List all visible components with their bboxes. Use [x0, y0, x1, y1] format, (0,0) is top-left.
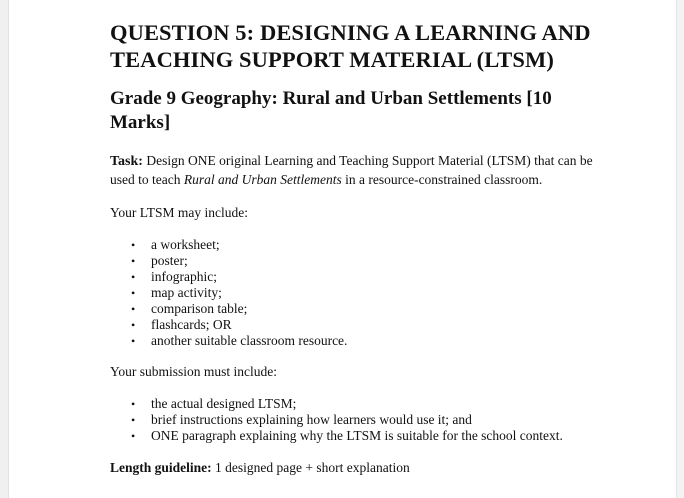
list-item	[110, 428, 630, 444]
bullet-icon: •	[131, 238, 136, 252]
bullet-icon: •	[131, 318, 136, 332]
task-text-before: Design ONE original Learning and Teaching Support Material (LTSM) that can be used to teach	[110, 153, 593, 187]
bullet-icon: •	[131, 413, 136, 427]
list-item	[110, 253, 630, 269]
list-item	[110, 317, 630, 333]
include-item-text: poster;	[151, 253, 188, 268]
length-guideline	[110, 459, 630, 476]
include-item-text: flashcards; OR	[151, 317, 232, 332]
include-intro: Your LTSM may include:	[110, 205, 249, 220]
include-item-text: a worksheet;	[151, 237, 220, 252]
bullet-icon: •	[131, 270, 136, 284]
bullet-icon: •	[131, 397, 136, 411]
question-title	[110, 19, 630, 73]
include-list	[110, 237, 630, 349]
task-label: Task:	[110, 154, 143, 169]
task-emphasis: Rural and Urban Settlements	[183, 172, 342, 187]
task-paragraph	[110, 152, 615, 189]
bullet-icon: •	[131, 302, 136, 316]
length-guideline-text: 1 designed page + short explanation	[211, 460, 410, 475]
viewer-left-edge	[0, 0, 9, 498]
submission-item-text: brief instructions explaining how learners would use it; and	[151, 412, 472, 427]
include-item-text: map activity;	[151, 285, 222, 300]
submission-item-text: the actual designed LTSM;	[151, 396, 297, 411]
list-item	[110, 412, 630, 428]
include-item-text: comparison table;	[151, 301, 248, 316]
section-subtitle	[110, 87, 630, 135]
bullet-icon: •	[131, 429, 136, 443]
list-item	[110, 285, 630, 301]
bullet-icon: •	[131, 334, 136, 348]
list-item	[110, 333, 630, 349]
list-item	[110, 301, 630, 317]
viewer-right-edge	[676, 0, 684, 498]
list-item	[110, 237, 630, 253]
list-item	[110, 269, 630, 285]
submission-list	[110, 396, 630, 444]
question-title-line-1: QUESTION 5: DESIGNING A LEARNING AND	[110, 20, 591, 45]
bullet-icon: •	[131, 286, 136, 300]
submission-item-text: ONE paragraph explaining why the LTSM is suitable for the school context.	[151, 428, 563, 443]
submission-intro: Your submission must include:	[110, 364, 278, 379]
include-item-text: infographic;	[151, 269, 217, 284]
question-title-line-2: TEACHING SUPPORT MATERIAL (LTSM)	[110, 47, 554, 72]
section-subtitle-line-1: Grade 9 Geography: Rural and Urban Settlements [10	[110, 88, 552, 109]
list-item	[110, 396, 630, 412]
section-subtitle-line-2: Marks]	[110, 112, 171, 133]
task-text-after: in a resource-constrained classroom.	[341, 172, 543, 187]
document-page	[110, 19, 630, 476]
length-guideline-label: Length guideline:	[110, 460, 212, 475]
bullet-icon: •	[131, 254, 136, 268]
include-item-text: another suitable classroom resource.	[151, 333, 348, 348]
